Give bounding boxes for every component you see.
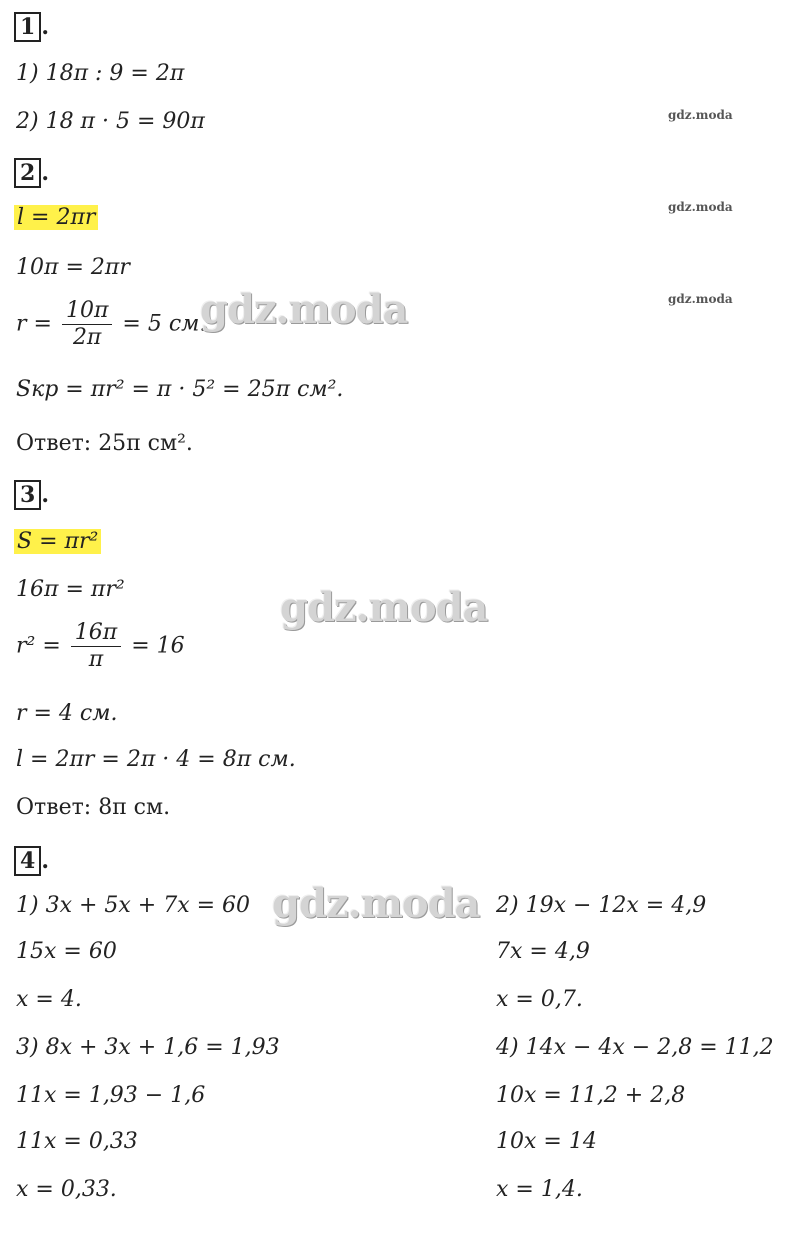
highlighted-formula: S = πr² bbox=[14, 529, 101, 554]
r-squared-suffix: = 16 bbox=[131, 633, 185, 659]
problem-4-right-line-1: 2) 19x − 12x = 4,9 bbox=[496, 893, 707, 918]
fraction bbox=[62, 298, 112, 351]
problem-4-left-line-6: 11x = 0,33 bbox=[16, 1129, 138, 1154]
problem-4-right-line-7: x = 1,4. bbox=[496, 1177, 583, 1202]
radius-prefix: r = bbox=[16, 311, 52, 337]
problem-4-left-line-2: 15x = 60 bbox=[16, 939, 117, 964]
problem-4-left-line-7: x = 0,33. bbox=[16, 1177, 117, 1202]
fraction bbox=[71, 620, 121, 673]
problem-4-left-line-4: 3) 8x + 3x + 1,6 = 1,93 bbox=[16, 1035, 280, 1060]
problem-2-formula bbox=[14, 204, 98, 232]
problem-1-number: 1 . bbox=[14, 12, 49, 42]
problem-4-number: 4 . bbox=[14, 846, 49, 876]
fraction-numerator: 16π bbox=[71, 620, 121, 647]
problem-4-right-line-4: 4) 14x − 4x − 2,8 = 11,2 bbox=[496, 1035, 774, 1060]
watermark-large-3: gdz.moda bbox=[272, 880, 480, 927]
watermark-large-1: gdz.moda bbox=[200, 286, 408, 333]
fraction-denominator: π bbox=[88, 647, 104, 672]
problem-4-left-line-1: 1) 3x + 5x + 7x = 60 bbox=[16, 893, 251, 918]
problem-4-left-line-3: x = 4. bbox=[16, 987, 82, 1012]
problem-1-line-2: 2) 18 π · 5 = 90π bbox=[16, 109, 205, 134]
problem-3-number: 3 . bbox=[14, 480, 49, 510]
radius-suffix: = 5 см. bbox=[122, 311, 207, 337]
problem-3-formula bbox=[14, 528, 101, 556]
problem-2-number: 2 . bbox=[14, 158, 49, 188]
watermark-small-3: gdz.moda bbox=[668, 292, 733, 306]
problem-4-left-line-5: 11x = 1,93 − 1,6 bbox=[16, 1083, 206, 1108]
watermark-small-2: gdz.moda bbox=[668, 200, 733, 214]
problem-2-area: Sкр = πr² = π · 5² = 25π см². bbox=[16, 377, 344, 402]
problem-2-line-1: 10π = 2πr bbox=[16, 255, 130, 280]
r-squared-prefix: r² = bbox=[16, 633, 61, 659]
problem-4-right-line-2: 7x = 4,9 bbox=[496, 939, 590, 964]
highlighted-formula: l = 2πr bbox=[14, 205, 98, 230]
problem-3-line-1: 16π = πr² bbox=[16, 577, 125, 602]
problem-4-right-line-3: x = 0,7. bbox=[496, 987, 583, 1012]
problem-4-right-line-6: 10x = 14 bbox=[496, 1129, 597, 1154]
problem-1-line-1: 1) 18π : 9 = 2π bbox=[16, 61, 185, 86]
problem-2-answer: Ответ: 25π см². bbox=[16, 431, 193, 456]
fraction-numerator: 10π bbox=[62, 298, 112, 325]
problem-3-answer: Ответ: 8π см. bbox=[16, 795, 171, 820]
watermark-large-2: gdz.moda bbox=[280, 584, 488, 631]
problem-3-radius: r = 4 см. bbox=[16, 701, 118, 726]
problem-3-length: l = 2πr = 2π · 4 = 8π см. bbox=[16, 747, 296, 772]
watermark-small-1: gdz.moda bbox=[668, 108, 733, 122]
problem-2-radius bbox=[16, 298, 206, 351]
fraction-denominator: 2π bbox=[72, 325, 102, 350]
problem-4-right-line-5: 10x = 11,2 + 2,8 bbox=[496, 1083, 686, 1108]
problem-3-r-squared bbox=[16, 620, 185, 673]
